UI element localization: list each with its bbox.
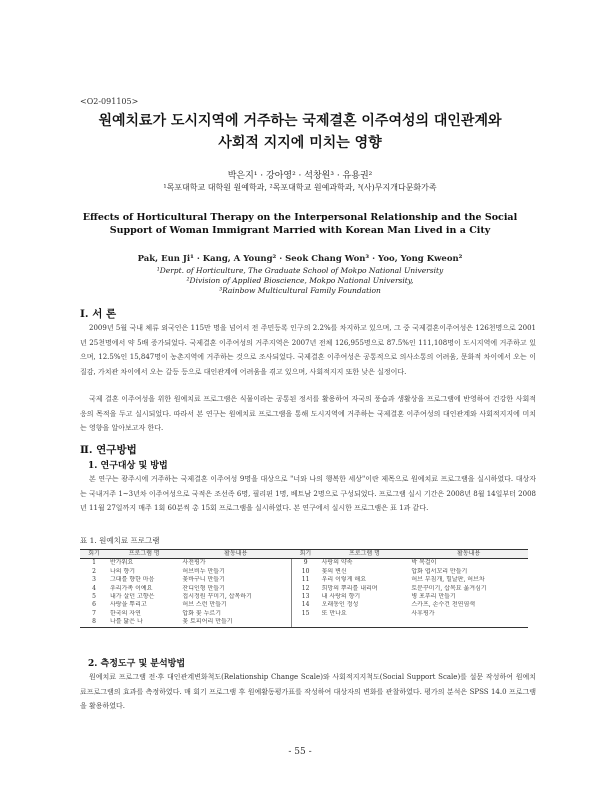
- table-header-cell: 프로그램 명: [320, 550, 410, 559]
- table-cell: 사랑의 약속: [321, 559, 353, 567]
- table-header-cell: 활동내용: [409, 550, 528, 559]
- table-cell: 오래동인 정성: [321, 601, 359, 609]
- table-cell: 그대를 향한 마음: [110, 576, 155, 584]
- table-cell: 꽃의 변신: [321, 567, 347, 575]
- table-cell: 10: [301, 567, 310, 575]
- table-cell: 잔디인형 만들기: [180, 585, 291, 593]
- table-cell: 14: [301, 601, 310, 609]
- table-cell: 15: [301, 609, 310, 617]
- intro-paragraph-2: 국제 결혼 이주여성을 위한 원예치료 프로그램은 식물이라는 공통된 정서를 활용하여 자국의 풍습과 생활상을 프로그램에 반영하여 건강한 사회적응의 목적을 두고 실시되었다. 따라서 본 연구는 원예치료 프로그램을 통해 도시지역에 거주하는 국제결혼 이주여성의 대인관계와 사회적지지에 미치는 영향을 알아보고자 한다.: [80, 395, 536, 433]
- table-cell: [320, 618, 410, 627]
- table-cell: 박 목걸이: [411, 559, 437, 567]
- table-cell: 희망의 뿌리를 내리며: [321, 584, 378, 592]
- table-cell: 또 만나요: [321, 609, 347, 617]
- table-cell: 한국의 자연: [110, 609, 141, 617]
- table-cell: 우리 이렇게 해요: [321, 576, 366, 584]
- table-cell: 허브 스런 만들기: [180, 601, 291, 609]
- table-cell: 13: [301, 593, 310, 601]
- table-cell: 나의 향기: [110, 567, 136, 575]
- korean-authors: 박은지¹ · 강아영² · 석창원³ · 유용권²: [227, 171, 373, 181]
- table-cell: 1: [92, 559, 96, 567]
- table-cell: 8: [80, 618, 108, 627]
- abstract-code: <O2-091105>: [80, 97, 139, 106]
- table-caption: 표 1. 원예치료 프로그램: [80, 536, 160, 545]
- english-affiliation-3: ³Rainbow Multicultural Family Foundation: [219, 286, 381, 295]
- table-cell: 11: [301, 576, 310, 584]
- table-cell: 병 포푸리 만들기: [411, 593, 456, 601]
- table-row: [80, 618, 528, 627]
- table-cell: 우리가족 이예요: [110, 584, 153, 592]
- table-header-cell: 프로그램 명: [108, 550, 180, 559]
- table-cell: 12: [301, 584, 310, 592]
- table-cell: 사랑을 뿌리고: [110, 601, 147, 609]
- english-title-line-1: Effects of Horticultural Therapy on the Interpersonal Relationship and the Social: [82, 212, 518, 223]
- table-cell: 3: [92, 576, 96, 584]
- subsection-heading-subjects: 1. 연구대상 및 방법: [88, 461, 168, 471]
- table-cell: 꽃 토피어리 만들기: [180, 618, 291, 627]
- table-cell: 반가워요: [110, 559, 134, 567]
- table-cell: 허브비누 만들기: [180, 568, 291, 576]
- korean-affiliations: ¹목포대학교 대학원 원예학과, ²목포대학교 원예과학과, ³(사)무지개다문화가족: [163, 183, 437, 192]
- methods-paragraph-2: 원예치료 프로그램 전·후 대인관계변화척도(Relationship Change Scale)와 사회적지지척도(Social Support Scale)를 설문 작성하여 원예치료프로그램의 효과를 측정하였다. 매 회기 프로그램 후 원예활동평가표를 작성하여 대상자의 변화를 관찰하였다. 평가의 분석은 SPSS 14.0 프로그램을 활용하였다.: [80, 673, 536, 711]
- table-cell: [291, 618, 320, 627]
- table-row: [80, 576, 528, 584]
- subsection-heading-measurement: 2. 측정도구 및 분석방법: [88, 659, 186, 669]
- table-row: [80, 559, 528, 568]
- page-number: - 55 -: [288, 747, 312, 757]
- program-table: [80, 549, 528, 628]
- table-header-cell: 활동내용: [180, 550, 291, 559]
- table-header-row: [80, 550, 528, 559]
- korean-title-line-2: 사회적 지지에 미치는 영향: [218, 135, 382, 151]
- table-cell: 5: [92, 593, 96, 601]
- table-header-cell: 회기: [80, 550, 108, 559]
- table-cell: 압화 엽서꼬리 만들기: [411, 567, 468, 575]
- section-heading-methods: Ⅱ. 연구방법: [80, 444, 137, 456]
- korean-title-line-1: 원예치료가 도시지역에 거주하는 국제결혼 이주여성의 대인관계와: [98, 113, 502, 129]
- intro-paragraph-1: 2009년 5월 국내 체류 외국인은 115만 명을 넘어서 전 주민등록 인구의 2.2%를 차지하고 있으며, 그 중 국제결혼이주여성은 126천명으로 2001년 25천명에서 약 5배 증가되었다. 국제결혼 이주여성의 거주지역은 2007년 전체 126,955명으로 87.5%인 111,108명이 도시지역에 거주하고 있으며, 12.5%인 15,847명이 농촌지역에 거주하는 것으로 조사되었다. 국제결혼 이주여성은 공통적으로 의사소통의 어려움, 문화적 차이에서 오는 이질감, 가치관 차이에서 오는 갈등 등으로 대인관계에 어려움을 겪고 있으며, 사회적지지 또한 낮은 실정이다.: [80, 324, 536, 376]
- table-cell: 접시정원 꾸미기, 삽목하기: [180, 593, 291, 601]
- table-row: [80, 610, 528, 618]
- table-cell: 꽃바구니 만들기: [180, 576, 291, 584]
- table-row: [80, 601, 528, 609]
- table-row: [80, 593, 528, 601]
- table-cell: 나를 닮은 나: [108, 618, 180, 627]
- table-cell: 내가 살던 고향은: [110, 593, 155, 601]
- table-cell: 스카프, 손수건 천연염색: [411, 601, 476, 609]
- table-cell: 사전평가: [180, 559, 291, 568]
- methods-paragraph-1: 본 연구는 광주시에 거주하는 국제결혼 이주여성 9명을 대상으로 "너와 나의 행복한 세상"이란 제목으로 원예치료 프로그램을 실시하였다. 대상자는 국내거주 1~3년차 이주여성으로 국적은 조선족 6명, 필리핀 1명, 베트남 2명으로 구성되었다. 프로그램 실시 기간은 2008년 8월 14일부터 2008년 11월 27일까지 매주 1회 60분씩 총 15회 프로그램을 실시하였다. 본 연구에서 실시한 프로그램은 표 1과 같다.: [80, 475, 536, 513]
- table-cell: [409, 618, 528, 627]
- table-cell: 4: [92, 584, 96, 592]
- section-heading-introduction: Ⅰ. 서 론: [80, 308, 117, 320]
- table-cell: 9: [303, 559, 308, 567]
- english-title-line-2: Support of Woman Immigrant Married with Korean Man Lived in a City: [109, 225, 491, 236]
- table-cell: 사후평가: [411, 609, 435, 617]
- table-cell: 7: [92, 609, 96, 617]
- english-affiliation-2: ²Division of Applied Bioscience, Mokpo National University,: [186, 276, 414, 285]
- table-row: [80, 585, 528, 593]
- table-row: [80, 568, 528, 576]
- english-affiliation-1: ¹Derpt. of Horticulture, The Graduate School of Mokpo National University: [156, 266, 444, 275]
- english-authors: Pak, Eun Ji¹ · Kang, A Young² · Seok Chang Won³ · Yoo, Yong Kweon²: [137, 254, 463, 264]
- table-cell: 허브 부침개, 힐날판, 허브차: [411, 576, 485, 584]
- table-header-cell: 회기: [291, 550, 320, 559]
- table-cell: 내 사랑의 향기: [321, 593, 361, 601]
- table-cell: 2: [92, 567, 96, 575]
- table-cell: 압화 꽃 누르기: [180, 610, 291, 618]
- table-cell: 6: [92, 601, 96, 609]
- table-cell: 토분꾸미기, 삽목묘 옮겨심기: [411, 584, 487, 592]
